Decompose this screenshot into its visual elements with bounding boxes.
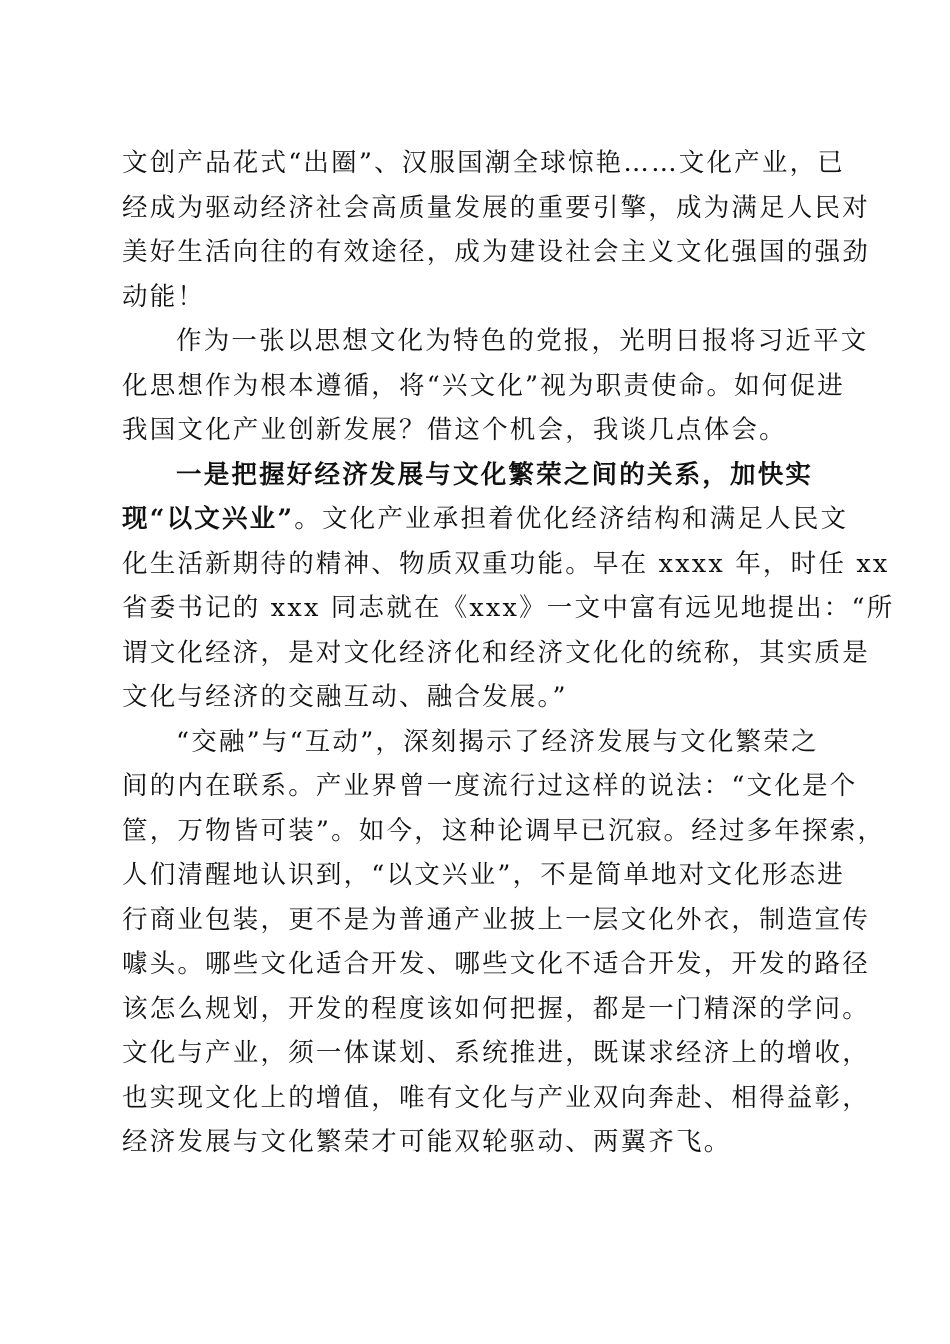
- text-line: 谓文化经济，是对文化经济化和经济文化化的统称，其实质是: [122, 637, 870, 668]
- paragraph-start-line: “交融”与“互动”，深刻揭示了经济发展与文化繁荣之: [176, 726, 819, 757]
- text-line: 我国文化产业创新发展？借这个机会，我谈几点体会。: [122, 415, 787, 445]
- document-body: [122, 141, 895, 1165]
- text-line: 经成为驱动经济社会高质量发展的重要引擎，成为满足人民对: [122, 192, 870, 223]
- text-line: 文化与经济的交融互动、融合发展。”: [122, 682, 568, 712]
- text-line: 省委书记的 xxx 同志就在《xxx》一文中富有远见地提出：“所: [122, 593, 895, 623]
- section-heading-tail: 现“以文兴业”: [122, 504, 295, 534]
- text-line: 文创产品花式“出圈”、汉服国潮全球惊艳……文化产业，已: [122, 148, 845, 178]
- text-line: 也实现文化上的增值，唯有文化与产业双向奔赴、相得益彰，: [122, 1082, 870, 1113]
- text-line: 文化与产业，须一体谋划、系统推进，既谋求经济上的增收，: [122, 1038, 870, 1068]
- text-line: 该怎么规划，开发的程度该如何把握，都是一门精深的学问。: [122, 993, 870, 1024]
- section-heading-line: 一是把握好经济发展与文化繁荣之间的关系，加快实: [176, 459, 814, 490]
- text-line: 噱头。哪些文化适合开发、哪些文化不适合开发，开发的路径: [122, 949, 870, 979]
- text-line: 化思想作为根本遵循，将“兴文化”视为职责使命。如何促进: [122, 370, 845, 401]
- text-line: 筐，万物皆可装”。如今，这种论调早已沉寂。经过多年探索，: [122, 815, 886, 846]
- text-line: 经济发展与文化繁荣才可能双轮驱动、两翼齐飞。: [122, 1127, 732, 1157]
- paragraph-text: 。文化产业承担着优化经济结构和满足人民文: [294, 504, 849, 534]
- paragraph-start-line: 作为一张以思想文化为特色的党报，光明日报将习近平文: [176, 326, 869, 356]
- text-line: [122, 497, 849, 542]
- text-line: 人们清醒地认识到，“以文兴业”，不是简单地对文化形态进: [122, 860, 845, 890]
- text-line: 化生活新期待的精神、物质双重功能。早在 xxxx 年，时任 xx: [122, 548, 890, 579]
- text-line: 行商业包装，更不是为普通产业披上一层文化外衣，制造宣传: [122, 904, 870, 935]
- text-line: 美好生活向往的有效途径，成为建设社会主义文化强国的强劲: [122, 237, 870, 267]
- text-line: 动能！: [122, 281, 206, 312]
- text-line: 间的内在联系。产业界曾一度流行过这样的说法：“文化是个: [122, 771, 858, 801]
